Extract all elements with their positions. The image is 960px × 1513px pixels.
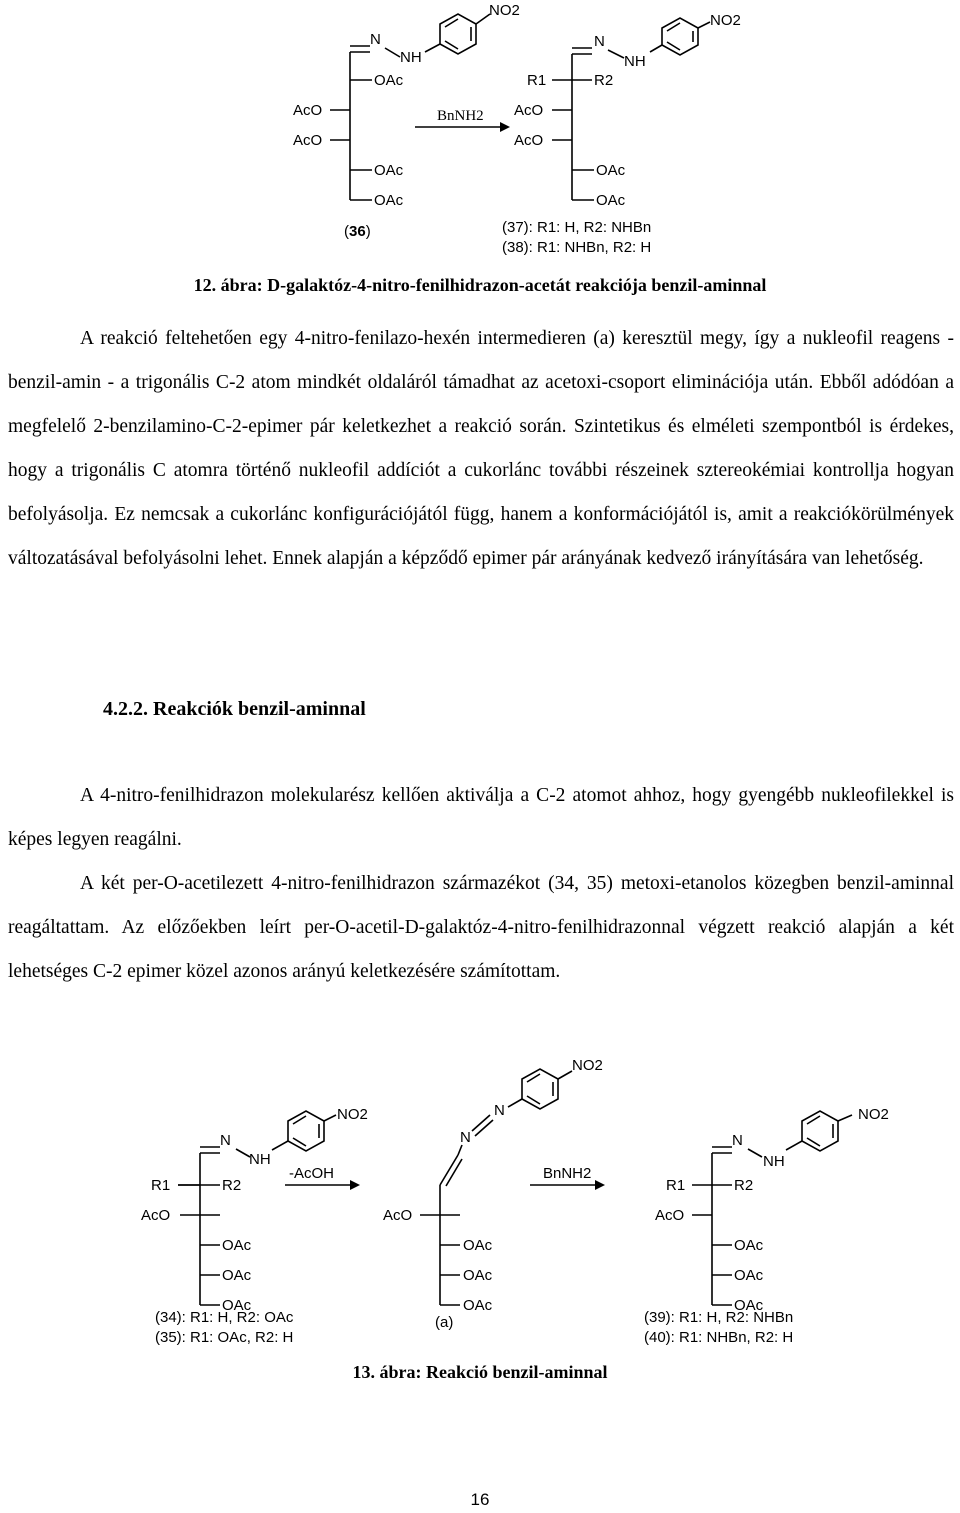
body-paragraph-3	[8, 862, 954, 994]
group-oac: OAc	[734, 1267, 764, 1284]
atom-n: N	[732, 1132, 743, 1149]
group-aco: AcO	[293, 132, 323, 149]
substituent-r2: R2	[222, 1177, 242, 1194]
figure-13-caption: 13. ábra: Reakció benzil-aminnal	[352, 1362, 608, 1382]
figure-12-caption: 12. ábra: D-galaktóz-4-nitro-fenilhidrazon-acetát reakciója benzil-aminnal	[193, 275, 767, 295]
group-aco: AcO	[141, 1207, 171, 1224]
reagent-label: -AcOH	[289, 1165, 334, 1182]
substituent-r1: R1	[527, 72, 547, 89]
compound-number: (36)	[344, 223, 371, 240]
group-oac: OAc	[222, 1267, 252, 1284]
compound-37-38-structure	[502, 12, 741, 256]
section-heading: 4.2.2. Reakciók benzil-aminnal	[103, 698, 366, 720]
body-paragraph-2	[8, 774, 954, 862]
atom-nh: NH	[763, 1153, 785, 1170]
product-line-34: (34): R1: H, R2: OAc	[155, 1309, 294, 1326]
atom-n: N	[494, 1102, 505, 1119]
substituent-r2: R2	[594, 72, 614, 89]
group-oac: OAc	[222, 1297, 252, 1314]
reagent-label: BnNH2	[543, 1165, 592, 1182]
atom-n: N	[220, 1132, 231, 1149]
reaction-arrow	[530, 1165, 605, 1190]
product-line-35: (35): R1: OAc, R2: H	[155, 1329, 294, 1346]
group-aco: AcO	[383, 1207, 413, 1224]
group-oac: OAc	[734, 1297, 764, 1314]
group-aco: AcO	[514, 102, 544, 119]
atom-nh: NH	[249, 1151, 271, 1168]
atom-n: N	[594, 33, 605, 50]
product-line-40: (40): R1: NHBn, R2: H	[644, 1329, 794, 1346]
group-no2: NO2	[572, 1057, 603, 1074]
product-line-38: (38): R1: NHBn, R2: H	[502, 239, 652, 256]
group-no2: NO2	[489, 2, 520, 19]
paragraph-text: A reakció feltehetően egy 4-nitro-fenilazo-hexén intermedieren (a) keresztül megy, így a nukleofil reagens - benzil-amin - a trigonális C-2 atom mindkét oldaláról támadhat az acetoxi-csoport eliminációja után. Ebből adódóan a megfelelő 2-benzilamino-C-2-epimer pár keletkezhet a reakció során. Szintetikus és elméleti szempontból is érdekes, hogy a trigonális C atomra történő nukleofil addíciót a cukorlánc további részeinek sztereokémiai kontrollja hogyan befolyásolja. Ez nemcsak a cukorlánc konfigurációjától függ, hanem a konformációjától is, amit a reakciókörülmények változatásával befolyásolni lehet. Ennek alapján a képződő epimer pár arányának kedvező irányítására van lehetőség.	[8, 328, 954, 569]
page-number: 16	[470, 1490, 490, 1509]
product-line-39: (39): R1: H, R2: NHBn	[644, 1309, 794, 1326]
atom-nh: NH	[400, 49, 422, 66]
intermediate-label: (a)	[435, 1314, 454, 1331]
atom-n: N	[370, 31, 381, 48]
compound-34-35-structure	[141, 1106, 368, 1314]
compound-36-structure	[293, 2, 520, 240]
group-no2: NO2	[858, 1106, 889, 1123]
substituent-r1: R1	[151, 1177, 171, 1194]
reaction-scheme-13	[0, 1035, 960, 1355]
compound-39-40-structure	[655, 1106, 889, 1314]
group-aco: AcO	[293, 102, 323, 119]
group-oac: OAc	[374, 72, 404, 89]
group-no2: NO2	[710, 12, 741, 29]
group-oac: OAc	[734, 1237, 764, 1254]
group-aco: AcO	[655, 1207, 685, 1224]
group-oac: OAc	[463, 1267, 493, 1284]
paragraph-text: A két per-O-acetilezett 4-nitro-fenilhidrazon származékot (34, 35) metoxi-etanolos közegben benzil-aminnal reagáltattam. Az előzőekben leírt per-O-acetil-D-galaktóz-4-nitro-fenilhidrazonnal végzett reakció alapján a két lehetséges C-2 epimer közel azonos arányú keletkezésére számítottam.	[8, 873, 954, 982]
reagent-label: BnNH2	[437, 108, 484, 124]
atom-nh: NH	[624, 53, 646, 70]
atom-n: N	[460, 1129, 471, 1146]
group-oac: OAc	[463, 1237, 493, 1254]
substituent-r2: R2	[734, 1177, 754, 1194]
reaction-arrow	[415, 108, 510, 132]
group-aco: AcO	[514, 132, 544, 149]
group-no2: NO2	[337, 1106, 368, 1123]
product-line-37: (37): R1: H, R2: NHBn	[502, 219, 652, 236]
reaction-arrow	[285, 1165, 360, 1190]
paragraph-text: A 4-nitro-fenilhidrazon molekularész kellően aktiválja a C-2 atomot ahhoz, hogy gyengébb nukleofilekkel is képes legyen reagálni.	[8, 785, 954, 850]
group-oac: OAc	[222, 1237, 252, 1254]
group-oac: OAc	[463, 1297, 493, 1314]
group-oac: OAc	[374, 192, 404, 209]
substituent-r1: R1	[666, 1177, 686, 1194]
body-paragraph-1	[8, 317, 954, 581]
reaction-scheme-12	[0, 0, 960, 270]
group-oac: OAc	[596, 192, 626, 209]
group-oac: OAc	[374, 162, 404, 179]
group-oac: OAc	[596, 162, 626, 179]
